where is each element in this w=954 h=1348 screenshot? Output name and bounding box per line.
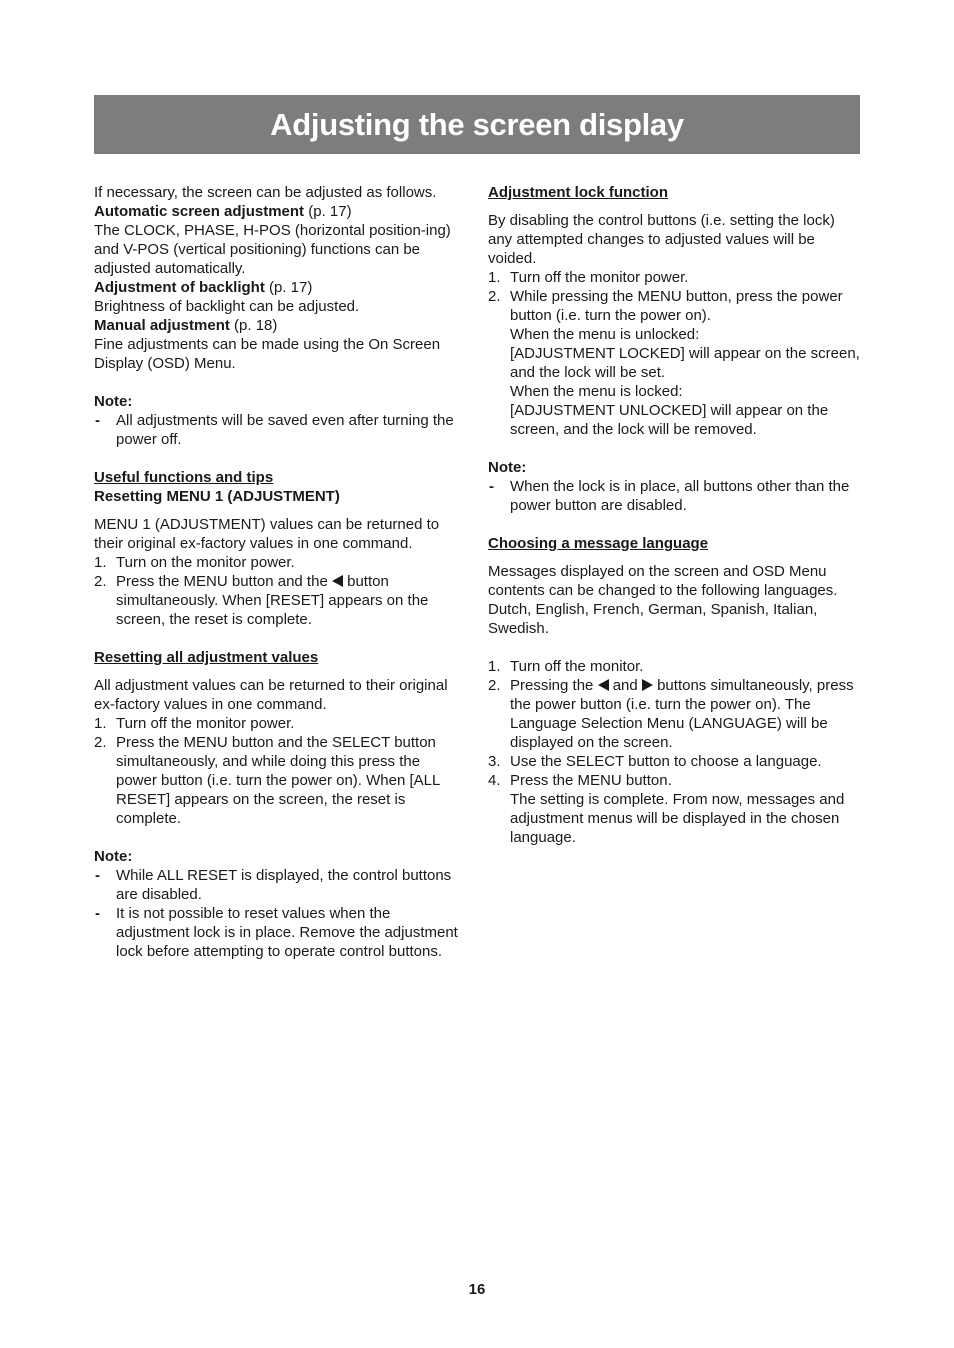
- list-item: 3. Use the SELECT button to choose a language.: [488, 753, 822, 770]
- auto-adjust-title: Automatic screen adjustment: [94, 203, 305, 220]
- left-arrow-icon: [598, 679, 609, 691]
- note-label: Note:: [488, 459, 527, 476]
- left-arrow-icon: [332, 575, 343, 587]
- language-heading: Choosing a message language: [488, 535, 709, 552]
- page-number: 16: [468, 1281, 486, 1298]
- list-item: 1. Turn off the monitor power.: [94, 715, 295, 732]
- backlight-text: Brightness of backlight can be adjusted.: [94, 298, 360, 315]
- backlight-ref: (p. 17): [264, 279, 313, 296]
- note-item-text: All adjustments will be saved even after turning the power off.: [116, 412, 454, 448]
- reset-menu-text: MENU 1 (ADJUSTMENT) values can be returned to their original ex-factory values in one command.: [94, 516, 440, 552]
- note-label: Note:: [94, 848, 133, 865]
- intro-text: If necessary, the screen can be adjusted as follows.: [94, 184, 437, 201]
- list-item: 1. Turn off the monitor.: [488, 658, 644, 675]
- note-item: - All adjustments will be saved even after turning the power off.: [95, 412, 454, 448]
- lock-text: By disabling the control buttons (i.e. setting the lock) any attempted changes to adjusted values will be voided.: [488, 212, 835, 267]
- auto-adjust-ref: (p. 17): [304, 203, 352, 220]
- list-item: 2. Pressing the and buttons simultaneously, press the power button (i.e. turn the power on). The Language Selection Menu (LANGUAGE) will be displayed on the screen.: [488, 677, 854, 751]
- left-column: [94, 183, 464, 961]
- list-item: 2. Press the MENU button and the button simultaneously. When [RESET] appears on the screen, the reset is complete.: [94, 573, 429, 628]
- note-item: - It is not possible to reset values when the adjustment lock is in place. Remove the adjustment lock before attempting to operate control buttons.: [95, 905, 458, 960]
- note-item: - While ALL RESET is displayed, the control buttons are disabled.: [95, 867, 452, 903]
- list-item: 1. Turn off the monitor power.: [488, 269, 689, 286]
- lock-heading: Adjustment lock function: [488, 184, 668, 201]
- reset-all-text: All adjustment values can be returned to their original ex-factory values in one command.: [94, 677, 448, 713]
- reset-menu-heading: Resetting MENU 1 (ADJUSTMENT): [94, 488, 340, 505]
- reset-all-heading: Resetting all adjustment values: [94, 649, 319, 666]
- note-item: - When the lock is in place, all buttons other than the power button are disabled.: [489, 478, 850, 514]
- page-title: Adjusting the screen display: [94, 95, 860, 154]
- right-column: [488, 183, 860, 847]
- note-label: Note:: [94, 393, 133, 410]
- manual-ref: (p. 18): [229, 317, 278, 334]
- right-arrow-icon: [642, 679, 653, 691]
- manual-title: Manual adjustment: [94, 317, 230, 334]
- backlight-heading: [94, 278, 464, 297]
- manual-text: Fine adjustments can be made using the On Screen Display (OSD) Menu.: [94, 336, 441, 372]
- manual-heading: [94, 316, 464, 335]
- auto-adjust-heading: [94, 202, 464, 221]
- auto-adjust-text: The CLOCK, PHASE, H-POS (horizontal position-ing) and V-POS (vertical positioning) functions can be adjusted automatically.: [94, 222, 451, 277]
- list-item: 4. Press the MENU button. The setting is complete. From now, messages and adjustment menus will be displayed in the chosen language.: [488, 772, 845, 846]
- list-item: 1. Turn on the monitor power.: [94, 554, 295, 571]
- backlight-title: Adjustment of backlight: [94, 279, 265, 296]
- language-text: Messages displayed on the screen and OSD Menu contents can be changed to the following languages. Dutch, English, French, German, Spanish, Italian, Swedish.: [488, 563, 838, 637]
- list-item: 2. Press the MENU button and the SELECT button simultaneously, and while doing this press the power button (i.e. turn the power on). When [ALL RESET] appears on the screen, the reset is complete.: [94, 734, 440, 827]
- list-item: 2. While pressing the MENU button, press the power button (i.e. turn the power on). When the menu is unlocked: [ADJUSTMENT LOCKED] will appear on the screen, and the lock will be set. When the menu is locked: [ADJUSTMENT UNLOCKED] will appear on the screen, and the lock will be removed.: [488, 288, 860, 438]
- useful-functions-heading: Useful functions and tips: [94, 469, 274, 486]
